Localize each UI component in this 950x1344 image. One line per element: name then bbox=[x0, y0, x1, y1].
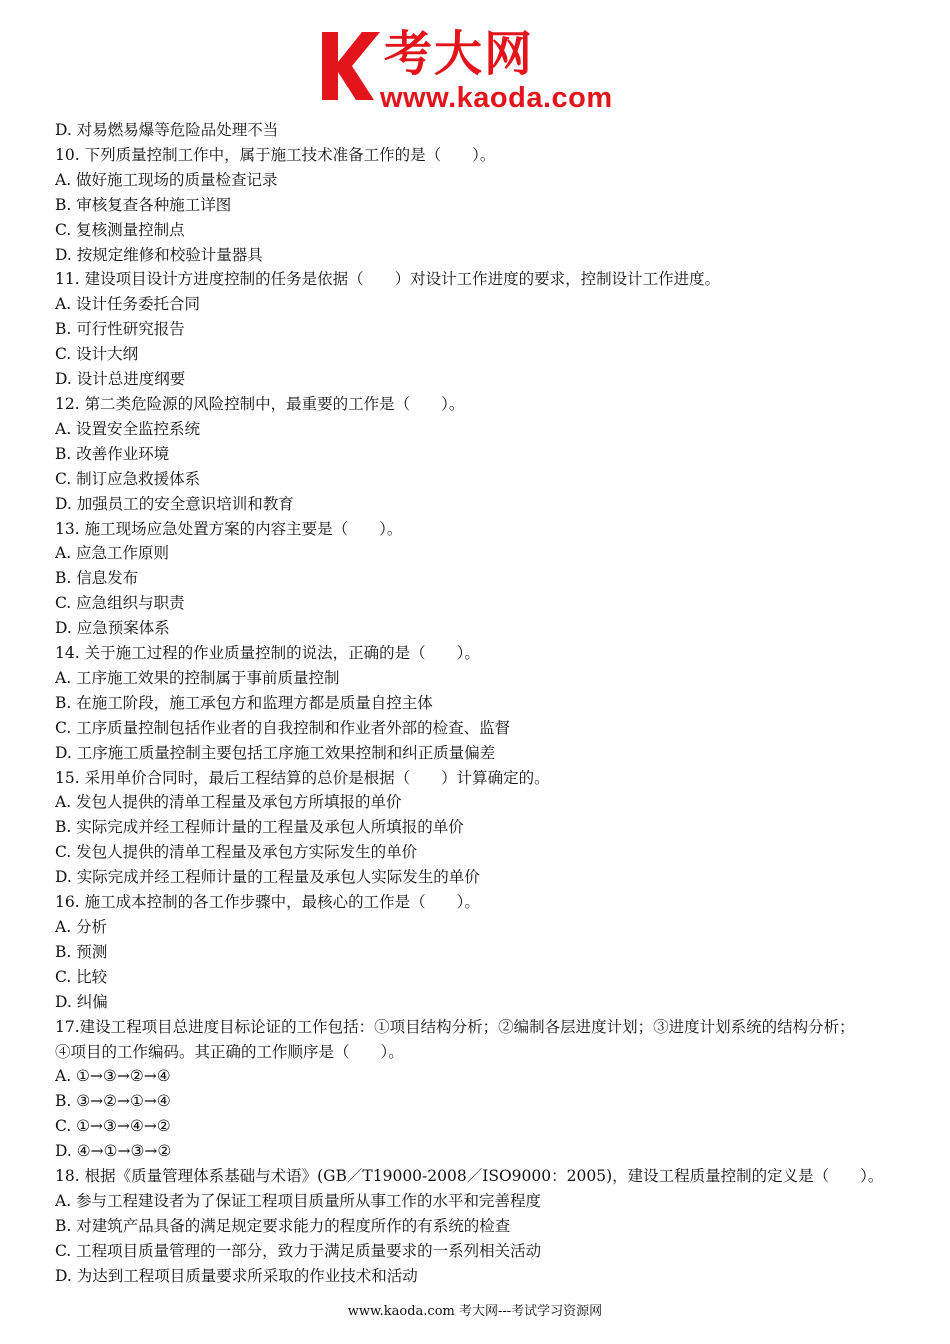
answer-option: B. ③→②→①→④ bbox=[55, 1092, 171, 1111]
answer-option: B. 实际完成并经工程师计量的工程量及承包人所填报的单价 bbox=[55, 818, 464, 837]
answer-option: B. 在施工阶段，施工承包方和监理方都是质量自控主体 bbox=[55, 693, 433, 712]
answer-option: A. 应急工作原则 bbox=[55, 544, 170, 563]
answer-option: A. 做好施工现场的质量检查记录 bbox=[55, 170, 278, 189]
question-stem-continued: ④项目的工作编码。其正确的工作顺序是（ ）。 bbox=[55, 1042, 404, 1061]
answer-option: C. 制订应急救援体系 bbox=[55, 469, 201, 488]
answer-option: B. 预测 bbox=[55, 942, 108, 961]
answer-option: D. 应急预案体系 bbox=[55, 619, 170, 638]
logo-brand-text: 考大网 bbox=[384, 26, 535, 82]
answer-option: A. 工序施工效果的控制属于事前质量控制 bbox=[55, 668, 340, 687]
answer-option: A. 设置安全监控系统 bbox=[55, 419, 201, 438]
answer-option: D. 加强员工的安全意识培训和教育 bbox=[55, 494, 294, 513]
answer-option: B. 信息发布 bbox=[55, 569, 139, 588]
question-stem: 10. 下列质量控制工作中，属于施工技术准备工作的是（ ）。 bbox=[55, 145, 496, 164]
question-content bbox=[55, 118, 900, 1289]
question-stem: 12. 第二类危险源的风险控制中，最重要的工作是（ ）。 bbox=[55, 394, 465, 413]
answer-option: C. 复核测量控制点 bbox=[55, 220, 185, 239]
question-stem: 13. 施工现场应急处置方案的内容主要是（ ）。 bbox=[55, 519, 403, 538]
answer-option: D. 工序施工质量控制主要包括工序施工效果控制和纠正质量偏差 bbox=[55, 743, 496, 762]
question-stem: 17.建设工程项目总进度目标论证的工作包括：①项目结构分析；②编制各层进度计划；③进度计划系统的结构分析； bbox=[55, 1017, 855, 1036]
answer-option: A. ①→③→②→④ bbox=[55, 1067, 171, 1086]
question-stem: 11. 建设项目设计方进度控制的任务是依据（ ）对设计工作进度的要求，控制设计工作进度。 bbox=[55, 270, 721, 289]
answer-option: D. 按规定维修和校验计量器具 bbox=[55, 245, 263, 264]
answer-option: D. 设计总进度纲要 bbox=[55, 370, 186, 389]
answer-option: C. 比较 bbox=[55, 967, 108, 986]
answer-option: C. 设计大纲 bbox=[55, 345, 139, 364]
answer-option: A. 分析 bbox=[55, 918, 108, 936]
answer-option: C. 发包人提供的清单工程量及承包方实际发生的单价 bbox=[55, 843, 418, 862]
answer-option: B. 审核复查各种施工详图 bbox=[55, 195, 232, 214]
answer-option: C. 应急组织与职责 bbox=[55, 594, 185, 613]
answer-option: D. 实际完成并经工程师计量的工程量及承包人实际发生的单价 bbox=[55, 868, 480, 887]
answer-option: C. ①→③→④→② bbox=[55, 1117, 171, 1136]
answer-option: D. 纠偏 bbox=[55, 992, 108, 1011]
answer-option: B. 对建筑产品具备的满足规定要求能力的程度所作的有系统的检查 bbox=[55, 1216, 511, 1235]
site-logo bbox=[318, 28, 638, 112]
answer-option: D. ④→①→③→② bbox=[55, 1142, 172, 1161]
answer-option: A. 发包人提供的清单工程量及承包方所填报的单价 bbox=[55, 793, 402, 812]
answer-option: A. 设计任务委托合同 bbox=[55, 295, 201, 314]
page-footer: www.kaoda.com 考大网---考试学习资源网 bbox=[347, 1304, 603, 1319]
text-line: D. 对易燃易爆等危险品处理不当 bbox=[55, 121, 279, 139]
answer-option: B. 可行性研究报告 bbox=[55, 320, 185, 339]
answer-option: B. 改善作业环境 bbox=[55, 444, 170, 463]
answer-option: C. 工程项目质量管理的一部分，致力于满足质量要求的一系列相关活动 bbox=[55, 1241, 542, 1260]
question-stem: 18. 根据《质量管理体系基础与术语》(GB／T19000-2008／ISO9000：2005)，建设工程质量控制的定义是（ ）。 bbox=[55, 1167, 884, 1186]
question-stem: 16. 施工成本控制的各工作步骤中，最核心的工作是（ ）。 bbox=[55, 893, 480, 912]
answer-option: D. 为达到工程项目质量要求所采取的作业技术和活动 bbox=[55, 1266, 418, 1285]
question-stem: 15. 采用单价合同时，最后工程结算的总价是根据（ ）计算确定的。 bbox=[55, 768, 550, 787]
logo-url-text: www.kaoda.com bbox=[380, 82, 613, 114]
answer-option: A. 参与工程建设者为了保证工程项目质量所从事工作的水平和完善程度 bbox=[55, 1191, 542, 1210]
k-logo-icon bbox=[318, 28, 382, 104]
answer-option: C. 工序质量控制包括作业者的自我控制和作业者外部的检查、监督 bbox=[55, 718, 511, 737]
question-stem: 14. 关于施工过程的作业质量控制的说法，正确的是（ ）。 bbox=[55, 644, 480, 663]
